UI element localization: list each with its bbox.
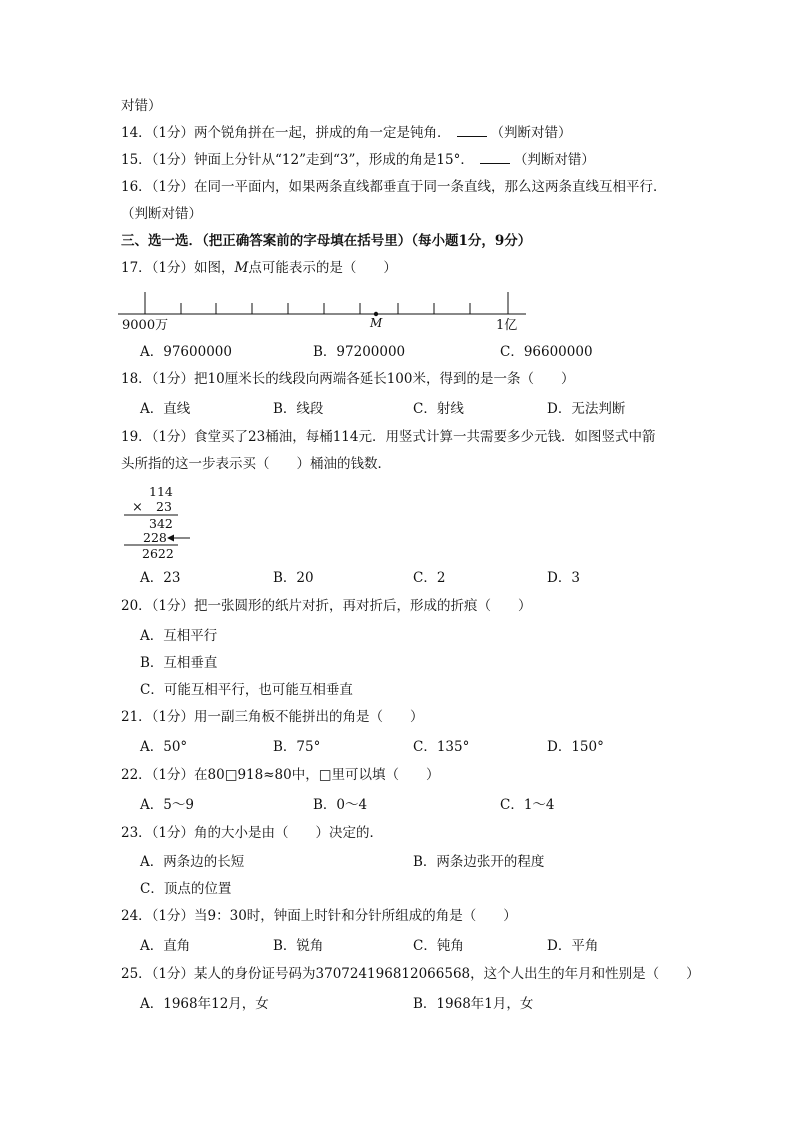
q25-option-b[interactable]: B．1968年1月，女 (413, 996, 534, 1012)
partial-product-1: 342 (149, 516, 173, 531)
q20-option-b[interactable]: B．互相垂直 (140, 655, 218, 671)
number-line-right-label: 1亿 (496, 318, 518, 333)
q20-option-a[interactable]: A．互相平行 (140, 628, 218, 644)
q19-option-c[interactable]: C．2 (413, 570, 446, 586)
q18-option-a[interactable]: A．直线 (140, 401, 191, 417)
q23-option-a[interactable]: A．两条边的长短 (140, 854, 245, 870)
question-19-line-2: 头所指的这一步表示买（ ）桶油的钱数． (121, 456, 391, 472)
q24-option-b[interactable]: B．锐角 (273, 938, 324, 954)
partial-product-2: 228 (143, 530, 167, 545)
q17-option-a[interactable]: A．97600000 (140, 344, 232, 360)
times-sign: × (132, 500, 143, 515)
q24-option-c[interactable]: C．钝角 (413, 938, 464, 954)
question-16-tail: （判断对错） (121, 206, 202, 222)
q21-option-d[interactable]: D．150° (547, 739, 604, 755)
question-21: 21．（1分）用一副三角板不能拼出的角是（ ） (121, 709, 424, 725)
question-18: 18．（1分）把10厘米长的线段向两端各延长100米，得到的是一条（ ） (121, 371, 575, 387)
q22-option-b[interactable]: B．0～4 (313, 797, 368, 813)
q18-option-b[interactable]: B．线段 (273, 401, 324, 417)
answer-blank-15[interactable] (480, 151, 510, 164)
q18-option-d[interactable]: D．无法判断 (547, 401, 626, 417)
number-line-left-label: 9000万 (122, 318, 169, 333)
multiplicand: 114 (149, 484, 173, 499)
q24-option-a[interactable]: A．直角 (140, 938, 191, 954)
number-line-ticks (145, 292, 508, 314)
question-17-text-a: 17．（1分）如图， (121, 260, 235, 276)
q23-option-c[interactable]: C．顶点的位置 (140, 881, 232, 897)
q17-option-c[interactable]: C．96600000 (500, 344, 593, 360)
question-14-text: 14．（1分）两个锐角拼在一起，拼成的角一定是钝角． (121, 125, 451, 141)
question-14-tail: （判断对错） (490, 125, 572, 141)
q23-option-b[interactable]: B．两条边张开的程度 (413, 854, 545, 870)
q19-option-a[interactable]: A．23 (140, 570, 181, 586)
number-line-point-label: M (370, 316, 383, 330)
q17-option-b[interactable]: B．97200000 (313, 344, 406, 360)
question-19-line-1: 19．（1分）食堂买了23桶油，每桶114元．用竖式计算一共需要多少元钱．如图竖式中箭 (121, 429, 656, 445)
question-16: 16．（1分）在同一平面内，如果两条直线都垂直于同一条直线，那么这两条直线互相平行． (121, 179, 667, 195)
q19-option-d[interactable]: D．3 (547, 570, 580, 586)
answer-blank-14[interactable] (457, 124, 487, 137)
q19-option-b[interactable]: B．20 (273, 570, 314, 586)
continuation-text: 对错） (121, 98, 162, 114)
question-17 (121, 259, 397, 277)
question-22: 22．（1分）在80□918≈80中，□里可以填（ ） (121, 767, 440, 783)
multiplier: 23 (156, 499, 172, 514)
number-line-figure (118, 286, 538, 334)
question-15-text: 15．（1分）钟面上分针从“12”走到“3”，形成的角是15°． (121, 152, 474, 168)
q24-option-d[interactable]: D．平角 (547, 938, 599, 954)
question-20: 20．（1分）把一张圆形的纸片对折，再对折后，形成的折痕（ ） (121, 598, 532, 614)
q20-option-c[interactable]: C．可能互相平行，也可能互相垂直 (140, 682, 353, 698)
question-25: 25．（1分）某人的身份证号码为370724196812066568，这个人出生的年月和性别是（ ） (121, 966, 700, 982)
q22-option-c[interactable]: C．1～4 (500, 797, 555, 813)
product-result: 2622 (142, 546, 174, 561)
question-23: 23．（1分）角的大小是由（ ）决定的． (121, 825, 384, 841)
section-heading-3: 三、选一选．（把正确答案前的字母填在括号里）（每小题1分，9分） (121, 233, 532, 249)
question-24: 24．（1分）当9：30时，钟面上时针和分针所组成的角是（ ） (121, 908, 517, 924)
q25-option-a[interactable]: A．1968年12月，女 (140, 996, 269, 1012)
question-17-point: M (234, 260, 249, 276)
question-14 (121, 124, 572, 142)
question-15 (121, 151, 595, 169)
q22-option-a[interactable]: A．5～9 (140, 797, 194, 813)
question-15-tail: （判断对错） (513, 152, 595, 168)
q18-option-c[interactable]: C．射线 (413, 401, 464, 417)
q21-option-c[interactable]: C．135° (413, 739, 470, 755)
vertical-multiplication (118, 482, 208, 562)
question-17-text-b: 点可能表示的是（ ） (248, 260, 397, 276)
q21-option-a[interactable]: A．50° (140, 739, 188, 755)
arrow-head-icon (167, 535, 174, 542)
q21-option-b[interactable]: B．75° (273, 739, 321, 755)
